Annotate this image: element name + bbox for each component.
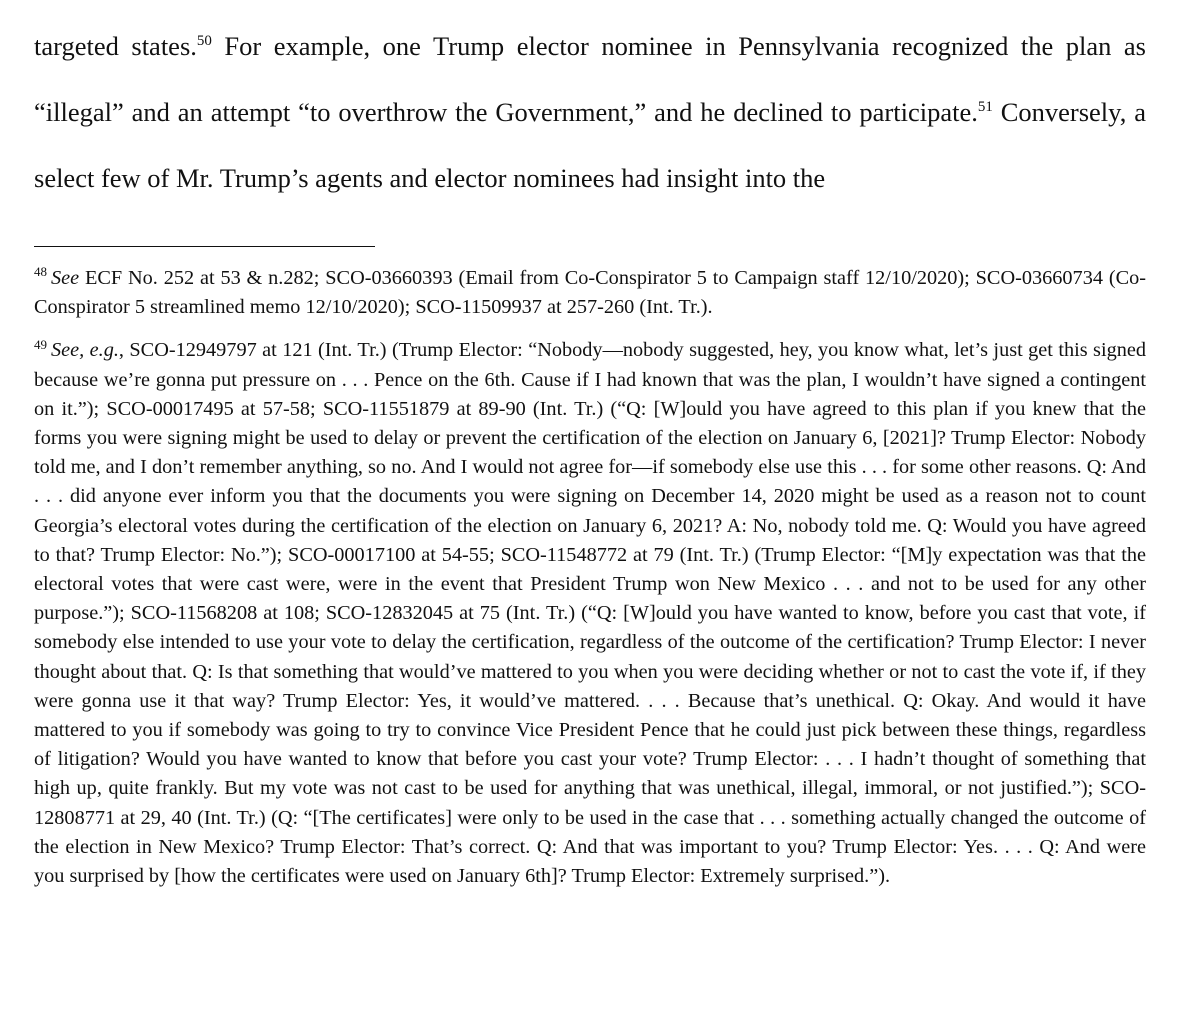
body-text-segment: Conversely, a select few of Mr. Trump’s agents and elector nominees had insight into the — [34, 97, 1146, 193]
footnote-number: 49 — [34, 336, 47, 352]
footnote-ref-51[interactable]: 51 — [977, 99, 993, 116]
footnote-ref-50[interactable]: 50 — [196, 33, 212, 50]
body-paragraph — [34, 13, 1146, 211]
main-text — [34, 13, 1146, 211]
footnote-text: , SCO-12949797 at 121 (Int. Tr.) (Trump Elector: “Nobody—nobody suggested, hey, you know what, let’s just get this signed because we’re gonna put pressure on . . . Pence on the 6th. Cause if I had known that was the plan, I wouldn’t have signed a contingent on it.”); SCO-00017495 at 57-58; SCO-11551879 at 89-90 (Int. Tr.) (“Q: [W]ould you have agreed to this plan if you knew that the forms you were signing might be used to delay or prevent the certification of the election on January 6, [2021]? Trump Elector: Nobody told me, and I don’t remember anything, so no. And I would not agree for—if somebody else use this . . . for some other reasons. Q: And . . . did anyone ever inform you that the documents you were signing on December 14, 2020 might be used as a reason not to count Georgia’s electoral votes during the certification of the election on January 6, 2021? A: No, nobody told me. Q: Would you have agreed to that? Trump Elector: No.”); SCO-00017100 at 54-55; SCO-11548772 at 79 (Int. Tr.) (Trump Elector: “[M]y expectation was that the electoral votes that were cast were, were in the event that President Trump won New Mexico . . . and not to be used for any other purpose.”); SCO-11568208 at 108; SCO-12832045 at 75 (Int. Tr.) (“Q: [W]ould you have wanted to know, before you cast that vote, if somebody else intended to use your vote to delay the certification, regardless of the outcome of the certification? Trump Elector: I never thought about that. Q: Is that something that would’ve mattered to you when you were deciding whether or not to cast the vote if, if they were gonna use it that way? Trump Elector: Yes, it would’ve mattered. . . . Because that’s unethical. Q: Okay. And would it have mattered to you if somebody was going to try to convince Vice President Pence that he could just pick between these things, regardless of litigation? Would you have wanted to know that before you cast your vote? Trump Elector: . . . I hadn’t thought of something that high up, quite frankly. But my vote was not cast to be used for anything that was unethical, illegal, immoral, or not justified.”); SCO-12808771 at 29, 40 (Int. Tr.) (Q: “[The certificates] were only to be used in the case that . . . something actually changed the outcome of the election in New Mexico? Trump Elector: That’s correct. Q: And that was important to you? Trump Elector: Yes. . . . Q: And were you surprised by [how the certificates were used on January 6th]? Trump Elector: Extremely surprised.”). — [34, 339, 1146, 888]
footnote-separator — [34, 246, 375, 247]
footnote-text: ECF No. 252 at 53 & n.282; SCO-03660393 (Email from Co-Conspirator 5 to Campaign staff 12/10/2020); SCO-03660734 (Co-Conspirator 5 streamlined memo 12/10/2020); SCO-11509937 at 257-260 (Int. Tr.). — [34, 267, 1146, 319]
footnotes-section — [34, 264, 1146, 891]
body-text-segment: targeted states. — [34, 31, 197, 61]
body-text-segment: For example, one Trump elector nominee in Pennsylvania recognized the plan as “illegal” and an attempt “to overthrow the Government,” and he declined to participate. — [34, 31, 1146, 127]
citation-signal: See, e.g. — [51, 339, 119, 362]
footnote-49 — [34, 336, 1146, 891]
footnote-number: 48 — [34, 264, 47, 280]
citation-signal: See — [51, 267, 80, 289]
footnote-48 — [34, 264, 1146, 322]
